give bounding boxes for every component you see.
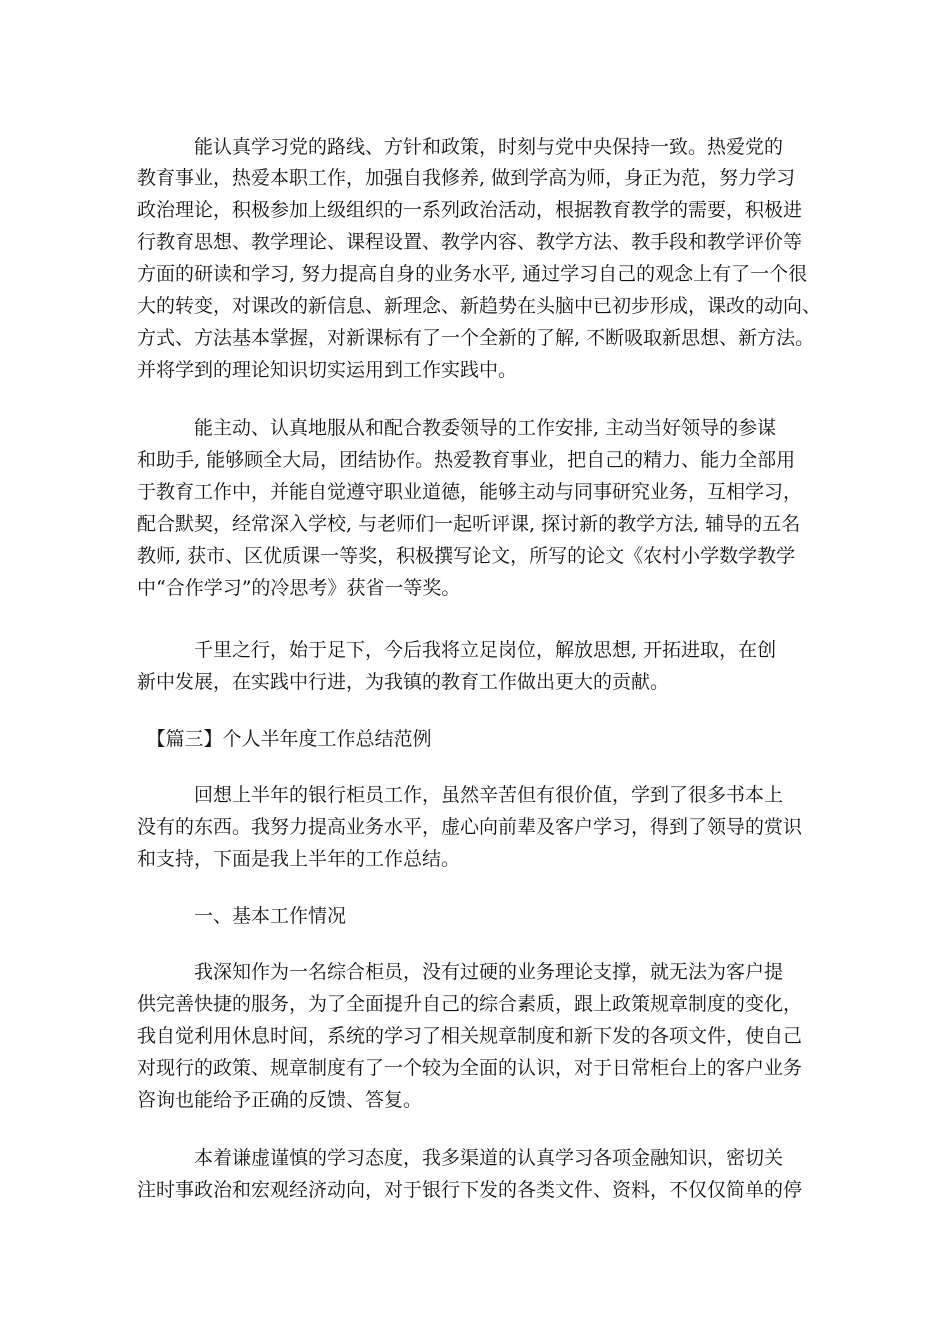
- paragraph-line: 教育事业，热爱本职工作，加强自我修养, 做到学高为师，身正为范，努力学习: [137, 167, 796, 189]
- paragraph-line: 于教育工作中，并能自觉遵守职业道德，能够主动与同事研究业务，互相学习，: [137, 481, 803, 503]
- paragraph-line: 回想上半年的银行柜员工作，虽然辛苦但有很价值，学到了很多书本上: [137, 784, 784, 806]
- paragraph-line: 能主动、认真地服从和配合教委领导的工作安排, 主动当好领导的参谋: [137, 417, 777, 439]
- paragraph-line: 没有的东西。我努力提高业务水平，虚心向前辈及客户学习，得到了领导的赏识: [137, 816, 803, 838]
- paragraph-line: 行教育思想、教学理论、课程设置、教学内容、教学方法、教手段和教学评价等: [137, 231, 803, 253]
- paragraph-line: 我深知作为一名综合柜员，没有过硬的业务理论支撑，就无法为客户提: [137, 961, 784, 983]
- paragraph-line: 并将学到的理论知识切实运用到工作实践中。: [137, 359, 518, 381]
- paragraph-line: 配合默契，经常深入学校, 与老师们一起听评课, 探讨新的教学方法, 辅导的五名: [137, 513, 801, 535]
- paragraph-line: 我自觉利用休息时间，系统的学习了相关规章制度和新下发的各项文件，使自己: [137, 1025, 803, 1047]
- paragraph-line: 千里之行，始于足下，今后我将立足岗位，解放思想, 开拓进取，在创: [137, 639, 777, 661]
- paragraph-line: 教师, 获市、区优质课一等奖，积极撰写论文，所写的论文《农村小学数学教学: [137, 545, 796, 567]
- paragraph-line: 能认真学习党的路线、方针和政策，时刻与党中央保持一致。热爱党的: [137, 136, 784, 158]
- paragraph-line: 对现行的政策、规章制度有了一个较为全面的认识，对于日常柜台上的客户业务: [137, 1057, 803, 1079]
- subsection-heading: 一、基本工作情况: [137, 905, 347, 927]
- paragraph-line: 政治理论，积极参加上级组织的一系列政治活动，根据教育教学的需要，积极进: [137, 199, 803, 221]
- paragraph-line: 供完善快捷的服务，为了全面提升自己的综合素质，跟上政策规章制度的变化，: [137, 993, 803, 1015]
- paragraph-line: 方式、方法基本掌握，对新课标有了一个全新的了解, 不断吸取新思想、新方法。: [137, 327, 815, 349]
- paragraph-line: 方面的研读和学习, 努力提高自身的业务水平, 通过学习自己的观念上有了一个很: [137, 263, 808, 285]
- paragraph-line: 注时事政治和宏观经济动向，对于银行下发的各类文件、资料，不仅仅简单的停: [137, 1179, 803, 1201]
- paragraph-line: 中“合作学习”的冷思考》获省一等奖。: [137, 577, 461, 599]
- paragraph-line: 和支持，下面是我上半年的工作总结。: [137, 848, 461, 870]
- section-heading: 【篇三】个人半年度工作总结范例: [137, 728, 432, 750]
- paragraph-line: 咨询也能给予正确的反馈、答复。: [137, 1089, 423, 1111]
- paragraph-line: 大的转变，对课改的新信息、新理念、新趋势在头脑中已初步形成，课改的动向、: [137, 295, 822, 317]
- paragraph-line: 和助手, 能够顾全大局，团结协作。热爱教育事业，把自己的精力、能力全部用: [137, 449, 796, 471]
- paragraph-line: 新中发展，在实践中行进，为我镇的教育工作做出更大的贡献。: [137, 671, 670, 693]
- paragraph-line: 本着谦虚谨慎的学习态度，我多渠道的认真学习各项金融知识，密切关: [137, 1147, 784, 1169]
